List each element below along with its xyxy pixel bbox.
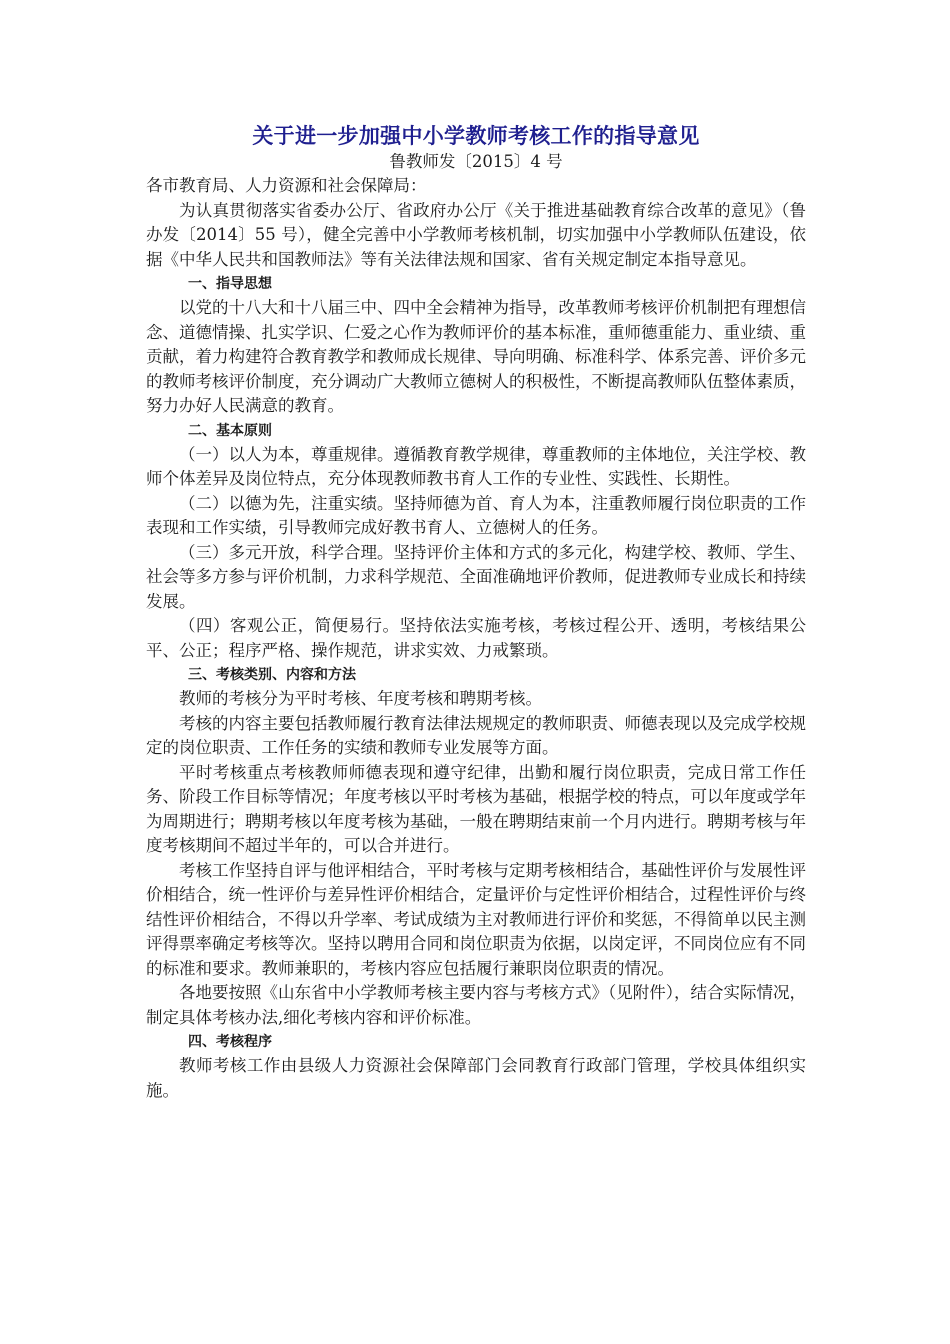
- section-heading: 一、指导思想: [188, 276, 272, 292]
- paragraph: 考核的内容主要包括教师履行教育法律法规规定的教师职责、师德表现以及完成学校规定的岗位职责、工作任务的实绩和教师专业发展等方面。: [146, 713, 806, 757]
- document-title: 关于进一步加强中小学教师考核工作的指导意见: [252, 124, 700, 148]
- section-assessment-types: [146, 663, 806, 1030]
- section-heading: 三、考核类别、内容和方法: [188, 667, 356, 683]
- section-heading: 四、考核程序: [188, 1034, 272, 1050]
- section-basic-principles: [146, 419, 806, 664]
- paragraph: 教师的考核分为平时考核、年度考核和聘期考核。: [179, 689, 542, 708]
- section-heading: 二、基本原则: [188, 422, 272, 439]
- paragraph: 以党的十八大和十八届三中、四中全会精神为指导，改革教师考核评价机制把有理想信念、道德情操、扎实学识、仁爱之心作为教师评价的基本标准，重师德重能力、重业绩、重贡献，着力构建符合教育教学和教师成长规律、导向明确、标准科学、体系完善、评价多元的教师考核评价制度，充分调动广大教师立德树人的积极性，不断提高教师队伍整体素质，努力办好人民满意的教育。: [146, 298, 806, 415]
- paragraph: 各地要按照《山东省中小学教师考核主要内容与考核方式》（见附件），结合实际情况，制定具体考核办法,细化考核内容和评价标准。: [146, 983, 806, 1027]
- document-number: 鲁教师发〔2015〕4 号: [389, 152, 563, 171]
- paragraph: 考核工作坚持自评与他评相结合，平时考核与定期考核相结合，基础性评价与发展性评价相结合，统一性评价与差异性评价相结合，定量评价与定性评价相结合，过程性评价与终结性评价相结合，不得以升学率、考试成绩为主对教师进行评价和奖惩，不得简单以民主测评得票率确定考核等次。坚持以聘用合同和岗位职责为依据，以岗定评，不同岗位应有不同的标准和要求。教师兼职的，考核内容应包括履行兼职岗位职责的情况。: [146, 860, 806, 978]
- document-body: [146, 122, 806, 1103]
- paragraph: （四）客观公正，简便易行。坚持依法实施考核，考核过程公开、透明，考核结果公平、公正；程序严格、操作规范，讲求实效、力戒繁琐。: [146, 616, 806, 660]
- section-assessment-procedure: [146, 1030, 806, 1103]
- salutation: 各市教育局、人力资源和社会保障局：: [146, 176, 427, 195]
- intro-paragraph: 为认真贯彻落实省委办公厅、省政府办公厅《关于推进基础教育综合改革的意见》（鲁办发〔2014〕55 号），健全完善中小学教师考核机制，切实加强中小学教师队伍建设，依据《中华人民共和国教师法》等有关法律法规和国家、省有关规定制定本指导意见。: [146, 200, 806, 269]
- paragraph: 教师考核工作由县级人力资源社会保障部门会同教育行政部门管理，学校具体组织实施。: [146, 1056, 806, 1100]
- section-guiding-ideology: [146, 272, 806, 419]
- paragraph: （二）以德为先，注重实绩。坚持师德为首、育人为本，注重教师履行岗位职责的工作表现和工作实绩，引导教师完成好教书育人、立德树人的任务。: [146, 493, 806, 537]
- paragraph: 平时考核重点考核教师师德表现和遵守纪律，出勤和履行岗位职责，完成日常工作任务、阶段工作目标等情况；年度考核以平时考核为基础，根据学校的特点，可以年度或学年为周期进行；聘期考核以年度考核为基础，一般在聘期结束前一个月内进行。聘期考核与年度考核期间不超过半年的，可以合并进行。: [146, 762, 806, 855]
- paragraph: （三）多元开放，科学合理。坚持评价主体和方式的多元化，构建学校、教师、学生、社会等多方参与评价机制，力求科学规范、全面准确地评价教师，促进教师专业成长和持续发展。: [146, 542, 806, 611]
- paragraph: （一）以人为本，尊重规律。遵循教育教学规律，尊重教师的主体地位，关注学校、教师个体差异及岗位特点，充分体现教师教书育人工作的专业性、实践性、长期性。: [146, 444, 806, 488]
